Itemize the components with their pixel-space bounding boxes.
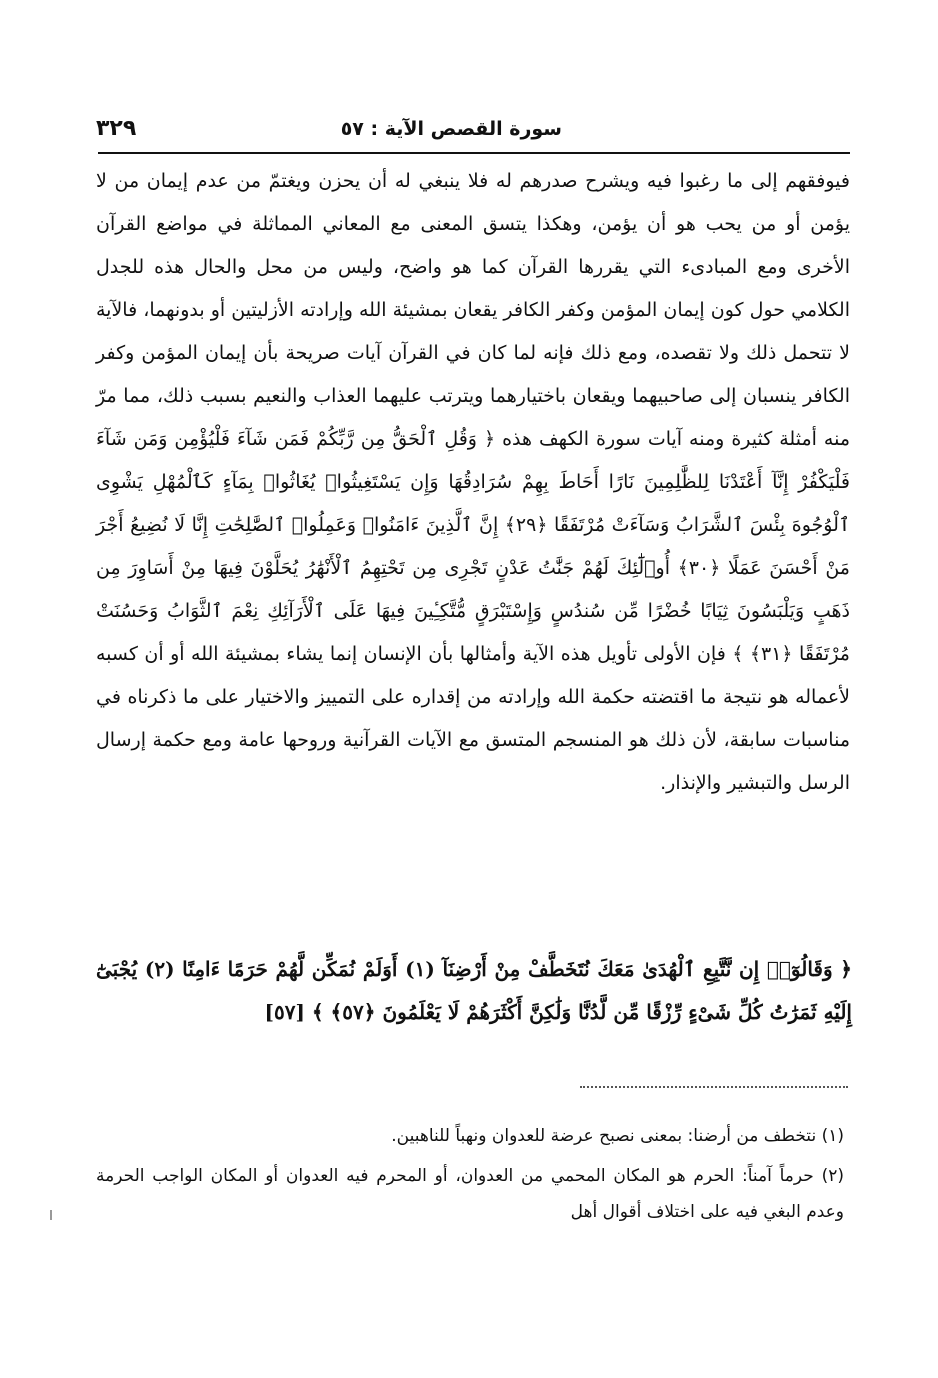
footnote-2: (٢) حرماً آمناً: الحرم هو المكان المحمي من العدوان، أو المحرم فيه العدوان أو المكان الواجب الحرمة وعدم البغي فيه على اختلاف أقوال أهل xyxy=(96,1166,844,1222)
page-number: ٣٢٩ xyxy=(96,116,137,141)
page-header xyxy=(96,112,852,152)
header-rule xyxy=(98,152,850,154)
scan-artifact xyxy=(50,1210,52,1220)
running-title: سورة القصص الآية : ٥٧ xyxy=(340,118,562,140)
quran-verse: ﴿ وَقَالُوٓا۟ إِن نَّتَّبِعِ ٱلْهُدَىٰ مَعَكَ نُتَخَطَّفْ مِنْ أَرْضِنَآ (١) أَوَلَمْ نُمَكِّن لَّهُمْ حَرَمًا ءَامِنًا (٢) يُجْبَىٰٓ إِلَيْهِ ثَمَرَٰتُ كُلِّ شَىْءٍ رِّزْقًا مِّن لَّدُنَّا وَلَٰكِنَّ أَكْثَرَهُمْ لَا يَعْلَمُونَ ﴿٥٧﴾ ﴾ [٥٧] xyxy=(96,957,853,1024)
body-paragraph: فيوفقهم إلى ما رغبوا فيه ويشرح صدرهم له فلا ينبغي له أن يحزن ويغتمّ من عدم إيمان من لا يؤمن أو من يحب هو أن يؤمن، وهكذا يتسق المعنى مع المعاني المماثلة في مواضع القرآن الأخرى ومع المبادىء التي يقررها القرآن كما هو واضح، وليس من محل والحال هذه للجدل الكلامي حول كون إيمان المؤمن وكفر الكافر يقعان بمشيئة الله وإرادته الأزليتين أو بدونهما، فالآية لا تتحمل ذلك ولا تقصده، ومع ذلك فإنه لما كان في القرآن آيات صريحة بأن إيمان المؤمن وكفر الكافر ينسبان إلى صاحبيهما ويقعان باختيارهما ويترتب عليهما العذاب والنعيم بسبب ذلك، مما مرّ منه أمثلة كثيرة ومنه آيات سورة الكهف هذه ﴿ وَقُلِ ٱلْحَقُّ مِن رَّبِّكُمْ فَمَن شَآءَ فَلْيُؤْمِن وَمَن شَآءَ فَلْيَكْفُرْ إِنَّآ أَعْتَدْنَا لِلظَّٰلِمِينَ نَارًا أَحَاطَ بِهِمْ سُرَادِقُهَا وَإِن يَسْتَغِيثُوا۟ يُغَاثُوا۟ بِمَآءٍ كَٱلْمُهْلِ يَشْوِى ٱلْوُجُوهَ بِئْسَ ٱلشَّرَابُ وَسَآءَتْ مُرْتَفَقًا ﴿٢٩﴾ إِنَّ ٱلَّذِينَ ءَامَنُوا۟ وَعَمِلُوا۟ ٱلصَّٰلِحَٰتِ إِنَّا لَا نُضِيعُ أَجْرَ مَنْ أَحْسَنَ عَمَلًا ﴿٣٠﴾ أُو۟لَٰٓئِكَ لَهُمْ جَنَّٰتُ عَدْنٍ تَجْرِى مِن تَحْتِهِمُ ٱلْأَنْهَٰرُ يُحَلَّوْنَ فِيهَا مِنْ أَسَاوِرَ مِن ذَهَبٍ وَيَلْبَسُونَ ثِيَابًا خُضْرًا مِّن سُندُسٍ وَإِسْتَبْرَقٍ مُّتَّكِـِٔينَ فِيهَا عَلَى ٱلْأَرَآئِكِ نِعْمَ ٱلثَّوَابُ وَحَسُنَتْ مُرْتَفَقًا ﴿٣١﴾ ﴾ فإن الأولى تأويل هذه الآية وأمثالها بأن الإنسان إنما يشاء بمشيئة الله أو أن كسبه لأعماله هو نتيجة ما اقتضته حكمة الله وإرادته من إقداره على التمييز والاختيار على ما ذكرناه في مناسبات سابقة، لأن ذلك هو المنسجم المتسق مع الآيات القرآنية وروحها عامة ومع حكمة إرسال الرسل والتبشير والإنذار. xyxy=(96,170,850,794)
footnotes xyxy=(96,1118,850,1234)
footnote-separator xyxy=(580,1086,848,1088)
footnote-1: (١) نتخطف من أرضنا: بمعنى نصبح عرضة للعدوان ونهباً للناهبين. xyxy=(391,1126,844,1146)
